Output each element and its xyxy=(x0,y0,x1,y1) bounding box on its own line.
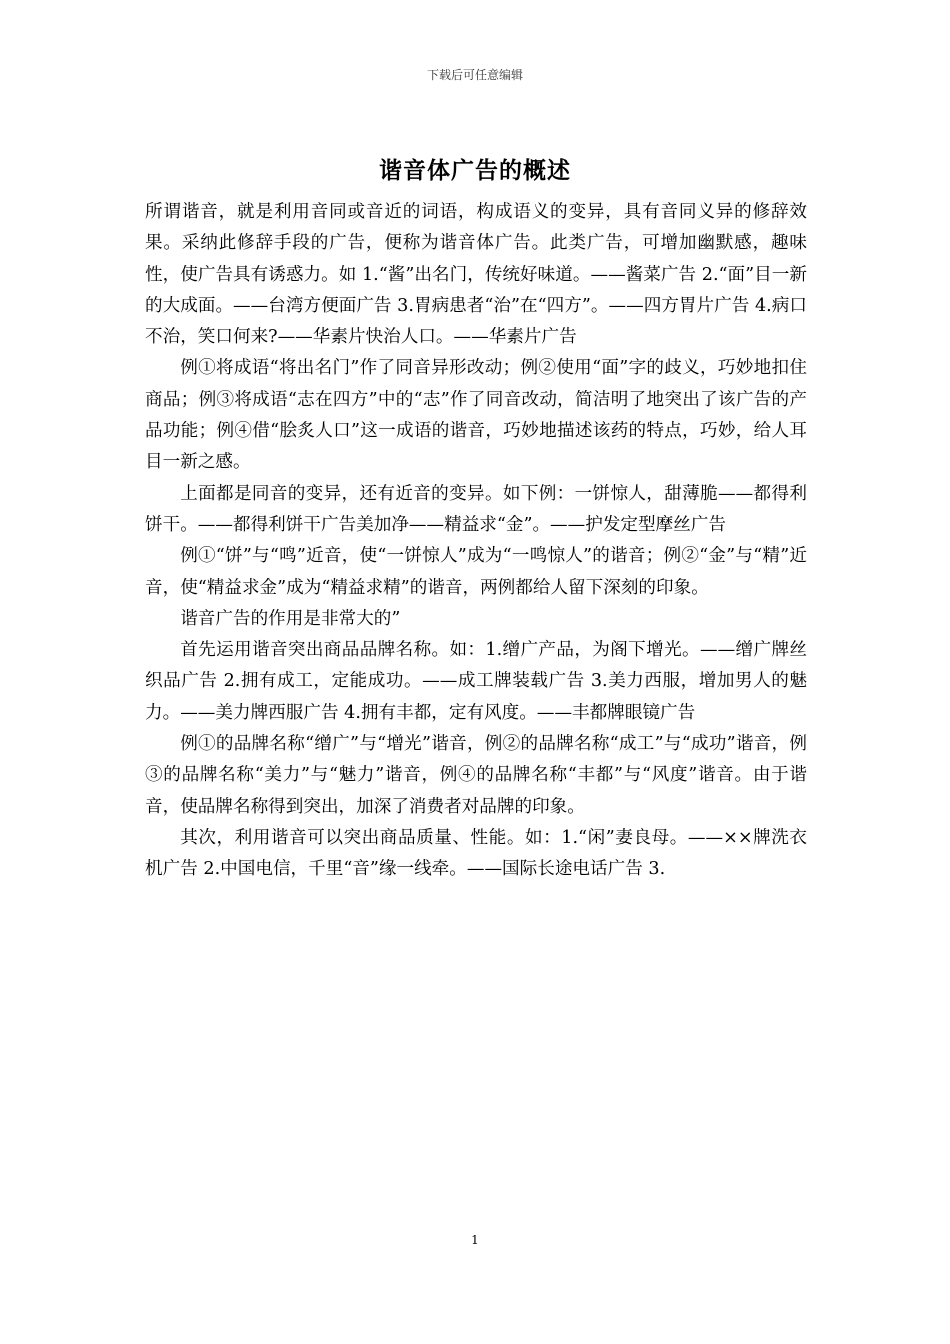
paragraph-2: 例①将成语“将出名门”作了同音异形改动；例②使用“面”字的歧义，巧妙地扣住商品；例③将成语“志在四方”中的“志”作了同音改动，简洁明了地突出了该广告的产品功能；例④借“脍炙人口”这一成语的谐音，巧妙地描述该药的特点，巧妙，给人耳目一新之感。 xyxy=(145,358,807,473)
paragraph-5: 谐音广告的作用是非常大的” xyxy=(180,608,401,629)
paragraph-6: 首先运用谐音突出商品品牌名称。如：1.缯广产品，为阁下增光。——缯广牌丝织品广告 2.拥有成工，定能成功。——成工牌装载广告 3.美力西服，增加男人的魅力。——美力牌西服广告 4.拥有丰都，定有风度。——丰都牌眼镜广告 xyxy=(145,640,807,723)
paragraph-4: 例①“饼”与“鸣”近音，使“一饼惊人”成为“一鸣惊人”的谐音；例②“金”与“精”近音，使“精益求金”成为“精益求精”的谐音，两例都给人留下深刻的印象。 xyxy=(145,546,807,598)
paragraph-7: 例①的品牌名称“缯广”与“增光”谐音，例②的品牌名称“成工”与“成功”谐音，例③的品牌名称“美力”与“魅力”谐音，例④的品牌名称“丰都”与“风度”谐音。由于谐音，使品牌名称得到突出，加深了消费者对品牌的印象。 xyxy=(145,734,807,817)
document-title: 谐音体广告的概述 xyxy=(379,158,571,184)
paragraph-3: 上面都是同音的变异，还有近音的变异。如下例：一饼惊人，甜薄脆——都得利饼干。——都得利饼干广告美加净——精益求“金”。——护发定型摩丝广告 xyxy=(145,483,807,535)
page-number: 1 xyxy=(471,1233,479,1247)
paragraph-1: 所谓谐音，就是利用音同或音近的词语，构成语义的变异，具有音同义异的修辞效果。采纳此修辞手段的广告，便称为谐音体广告。此类广告，可增加幽默感，趣味性，使广告具有诱惑力。如 1.“酱”出名门，传统好味道。——酱菜广告 2.“面”目一新的大成面。——台湾方便面广告 3.胃病患者“治”在“四方”。——四方胃片广告 4.病口不治，笑口何来?——华素片快治人口。——华素片广告 xyxy=(145,202,807,348)
document-body xyxy=(145,197,807,886)
page-header: 下载后可任意编辑 xyxy=(426,68,523,82)
paragraph-8: 其次，利用谐音可以突出商品质量、性能。如：1.“闲”妻良母。——××牌洗衣机广告 2.中国电信，千里“音”缘一线牵。——国际长途电话广告 3. xyxy=(145,827,807,880)
